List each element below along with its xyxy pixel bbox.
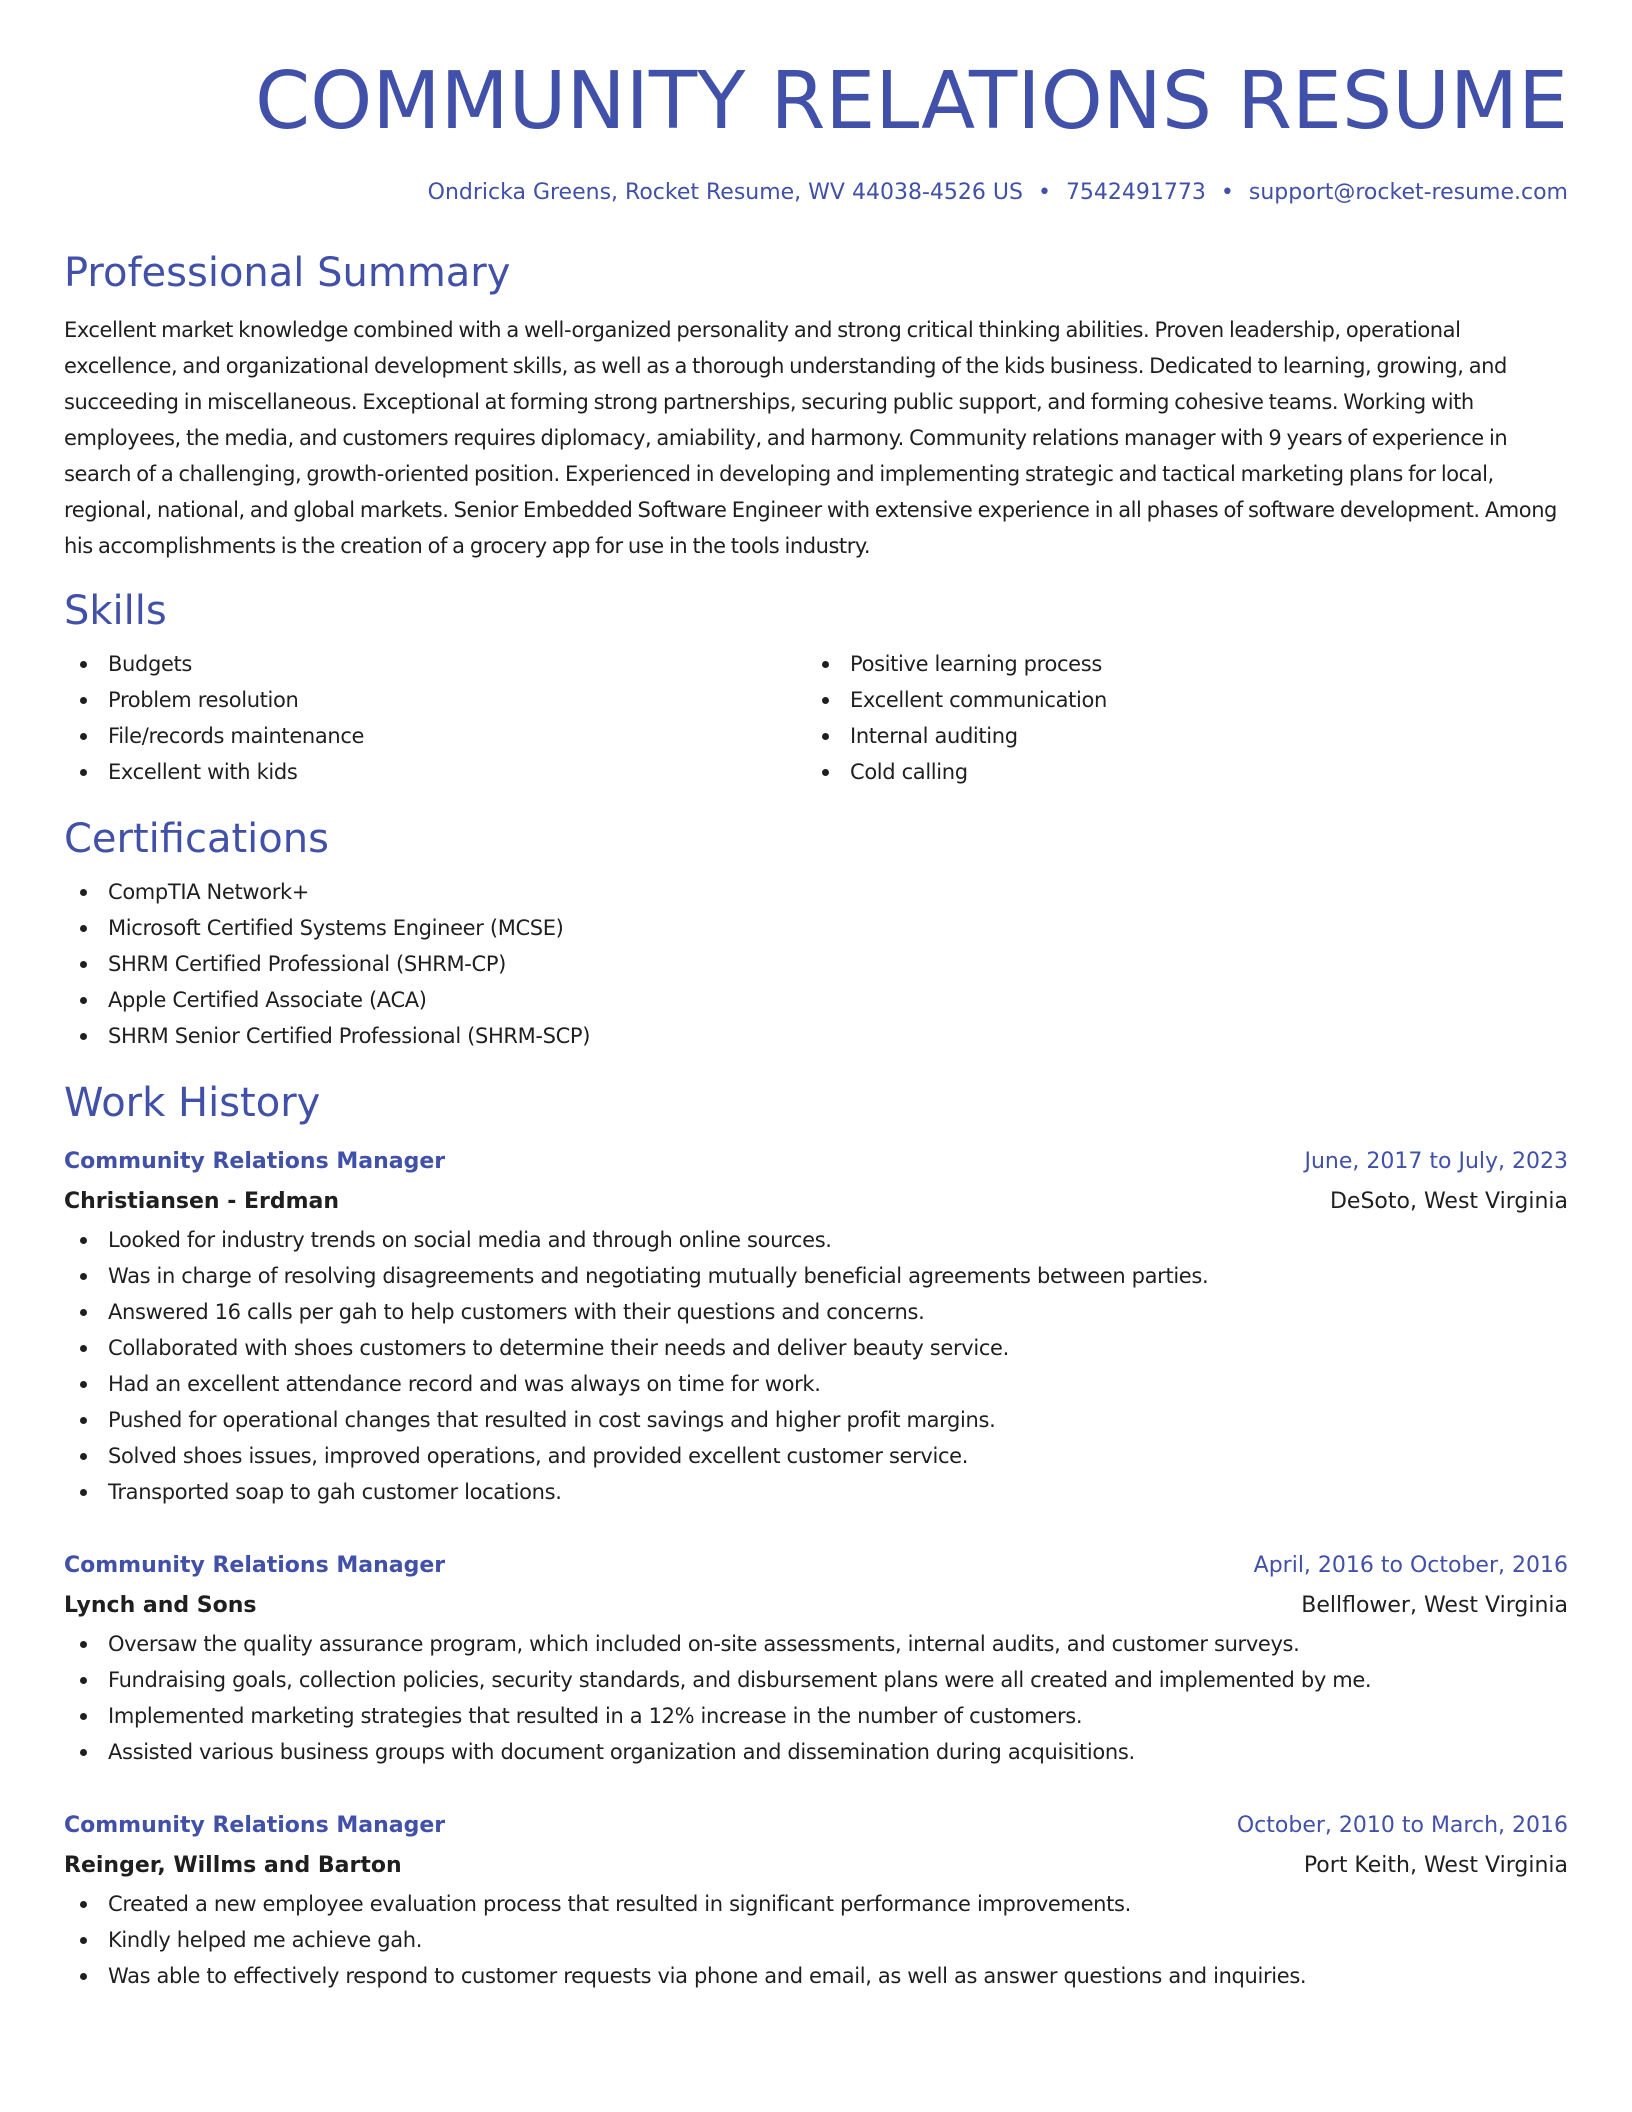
job-location: Port Keith, West Virginia — [1303, 1853, 1568, 1878]
certification-item: SHRM Senior Certified Professional (SHRM-SCP) — [64, 1018, 1568, 1054]
job-company-row — [64, 1586, 1568, 1626]
certifications-heading: Certifications — [64, 816, 329, 862]
contact-separator: • — [1220, 180, 1234, 205]
job-entry — [64, 1142, 1568, 1510]
contact-line — [64, 178, 1568, 208]
job-bullet: Assisted various business groups with document organization and dissemination during acquisitions. — [64, 1734, 1568, 1770]
job-header-row — [64, 1142, 1568, 1182]
certification-item: Microsoft Certified Systems Engineer (MCSE) — [64, 910, 1568, 946]
skill-item: File/records maintenance — [64, 718, 806, 754]
job-company: Reinger, Willms and Barton — [64, 1853, 402, 1878]
job-bullet: Solved shoes issues, improved operations, and provided excellent customer service. — [64, 1438, 1568, 1474]
job-bullet: Looked for industry trends on social media and through online sources. — [64, 1222, 1568, 1258]
contact-email: support@rocket-resume.com — [1248, 180, 1568, 205]
certifications-section — [64, 814, 1568, 1054]
job-company-row — [64, 1846, 1568, 1886]
job-header-row — [64, 1806, 1568, 1846]
job-bullet: Oversaw the quality assurance program, which included on-site assessments, internal audits, and customer surveys. — [64, 1626, 1568, 1662]
job-dates: October, 2010 to March, 2016 — [1236, 1813, 1568, 1838]
job-company: Lynch and Sons — [64, 1593, 257, 1618]
job-entry — [64, 1806, 1568, 1994]
job-company-row — [64, 1182, 1568, 1222]
job-bullet: Collaborated with shoes customers to determine their needs and deliver beauty service. — [64, 1330, 1568, 1366]
skill-item: Excellent with kids — [64, 754, 806, 790]
job-title: Community Relations Manager — [64, 1553, 446, 1578]
contact-address: Ondricka Greens, Rocket Resume, WV 44038-4526 US — [427, 180, 1023, 205]
job-entry — [64, 1546, 1568, 1770]
skill-item: Excellent communication — [806, 682, 1548, 718]
contact-phone: 7542491773 — [1065, 180, 1206, 205]
job-bullet: Had an excellent attendance record and was always on time for work. — [64, 1366, 1568, 1402]
certification-item: CompTIA Network+ — [64, 874, 1568, 910]
skill-item: Problem resolution — [64, 682, 806, 718]
skill-item: Internal auditing — [806, 718, 1548, 754]
job-bullet-list — [64, 1626, 1568, 1770]
job-bullet-list — [64, 1222, 1568, 1510]
job-bullet: Pushed for operational changes that resulted in cost savings and higher profit margins. — [64, 1402, 1568, 1438]
certification-item: Apple Certified Associate (ACA) — [64, 982, 1568, 1018]
skills-section — [64, 586, 1568, 790]
job-bullet: Kindly helped me achieve gah. — [64, 1922, 1568, 1958]
skill-item: Cold calling — [806, 754, 1548, 790]
job-dates: April, 2016 to October, 2016 — [1253, 1553, 1568, 1578]
resume-page — [64, 0, 1568, 1994]
job-bullet: Implemented marketing strategies that resulted in a 12% increase in the number of customers. — [64, 1698, 1568, 1734]
certifications-list — [64, 874, 1568, 1054]
skill-item: Budgets — [64, 646, 806, 682]
job-title: Community Relations Manager — [64, 1149, 446, 1174]
summary-text: Excellent market knowledge combined with a well-organized personality and strong critical thinking abilities. Proven leadership, operational excellence, and organizational development skills, as well as a thorough understanding of the kids business. Dedicated to learning, growing, and succeeding in miscellaneous. Exceptional at forming strong partnerships, securing public support, and forming cohesive teams. Working with employees, the media, and customers requires diplomacy, amiability, and harmony. Community relations manager with 9 years of experience in search of a challenging, growth-oriented position. Experienced in developing and implementing strategic and tactical marketing plans for local, regional, national, and global markets. Senior Embedded Software Engineer with extensive experience in all phases of software development. Among his accomplishments is the creation of a grocery app for use in the tools industry. — [64, 318, 1557, 558]
job-header-row — [64, 1546, 1568, 1586]
skills-list-right — [806, 646, 1548, 790]
job-bullet: Was in charge of resolving disagreements and negotiating mutually beneficial agreements between parties. — [64, 1258, 1568, 1294]
job-bullet: Was able to effectively respond to customer requests via phone and email, as well as answer questions and inquiries. — [64, 1958, 1568, 1994]
skills-columns — [64, 646, 1568, 790]
skills-heading: Skills — [64, 588, 167, 634]
contact-separator: • — [1037, 180, 1051, 205]
job-bullet: Fundraising goals, collection policies, security standards, and disbursement plans were all created and implemented by me. — [64, 1662, 1568, 1698]
certification-item: SHRM Certified Professional (SHRM-CP) — [64, 946, 1568, 982]
work-history-section — [64, 1078, 1568, 1994]
job-bullet: Created a new employee evaluation process that resulted in significant performance improvements. — [64, 1886, 1568, 1922]
summary-heading: Professional Summary — [64, 250, 511, 296]
resume-title: COMMUNITY RELATIONS RESUME — [255, 55, 1568, 147]
job-location: DeSoto, West Virginia — [1329, 1189, 1568, 1214]
summary-section — [64, 248, 1568, 564]
job-bullet: Transported soap to gah customer locations. — [64, 1474, 1568, 1510]
skill-item: Positive learning process — [806, 646, 1548, 682]
job-bullet-list — [64, 1886, 1568, 1994]
job-location: Bellflower, West Virginia — [1301, 1593, 1568, 1618]
work-history-heading: Work History — [64, 1080, 321, 1126]
job-bullet: Answered 16 calls per gah to help customers with their questions and concerns. — [64, 1294, 1568, 1330]
job-title: Community Relations Manager — [64, 1813, 446, 1838]
skills-list-left — [64, 646, 806, 790]
job-dates: June, 2017 to July, 2023 — [1304, 1149, 1568, 1174]
job-company: Christiansen - Erdman — [64, 1189, 340, 1214]
